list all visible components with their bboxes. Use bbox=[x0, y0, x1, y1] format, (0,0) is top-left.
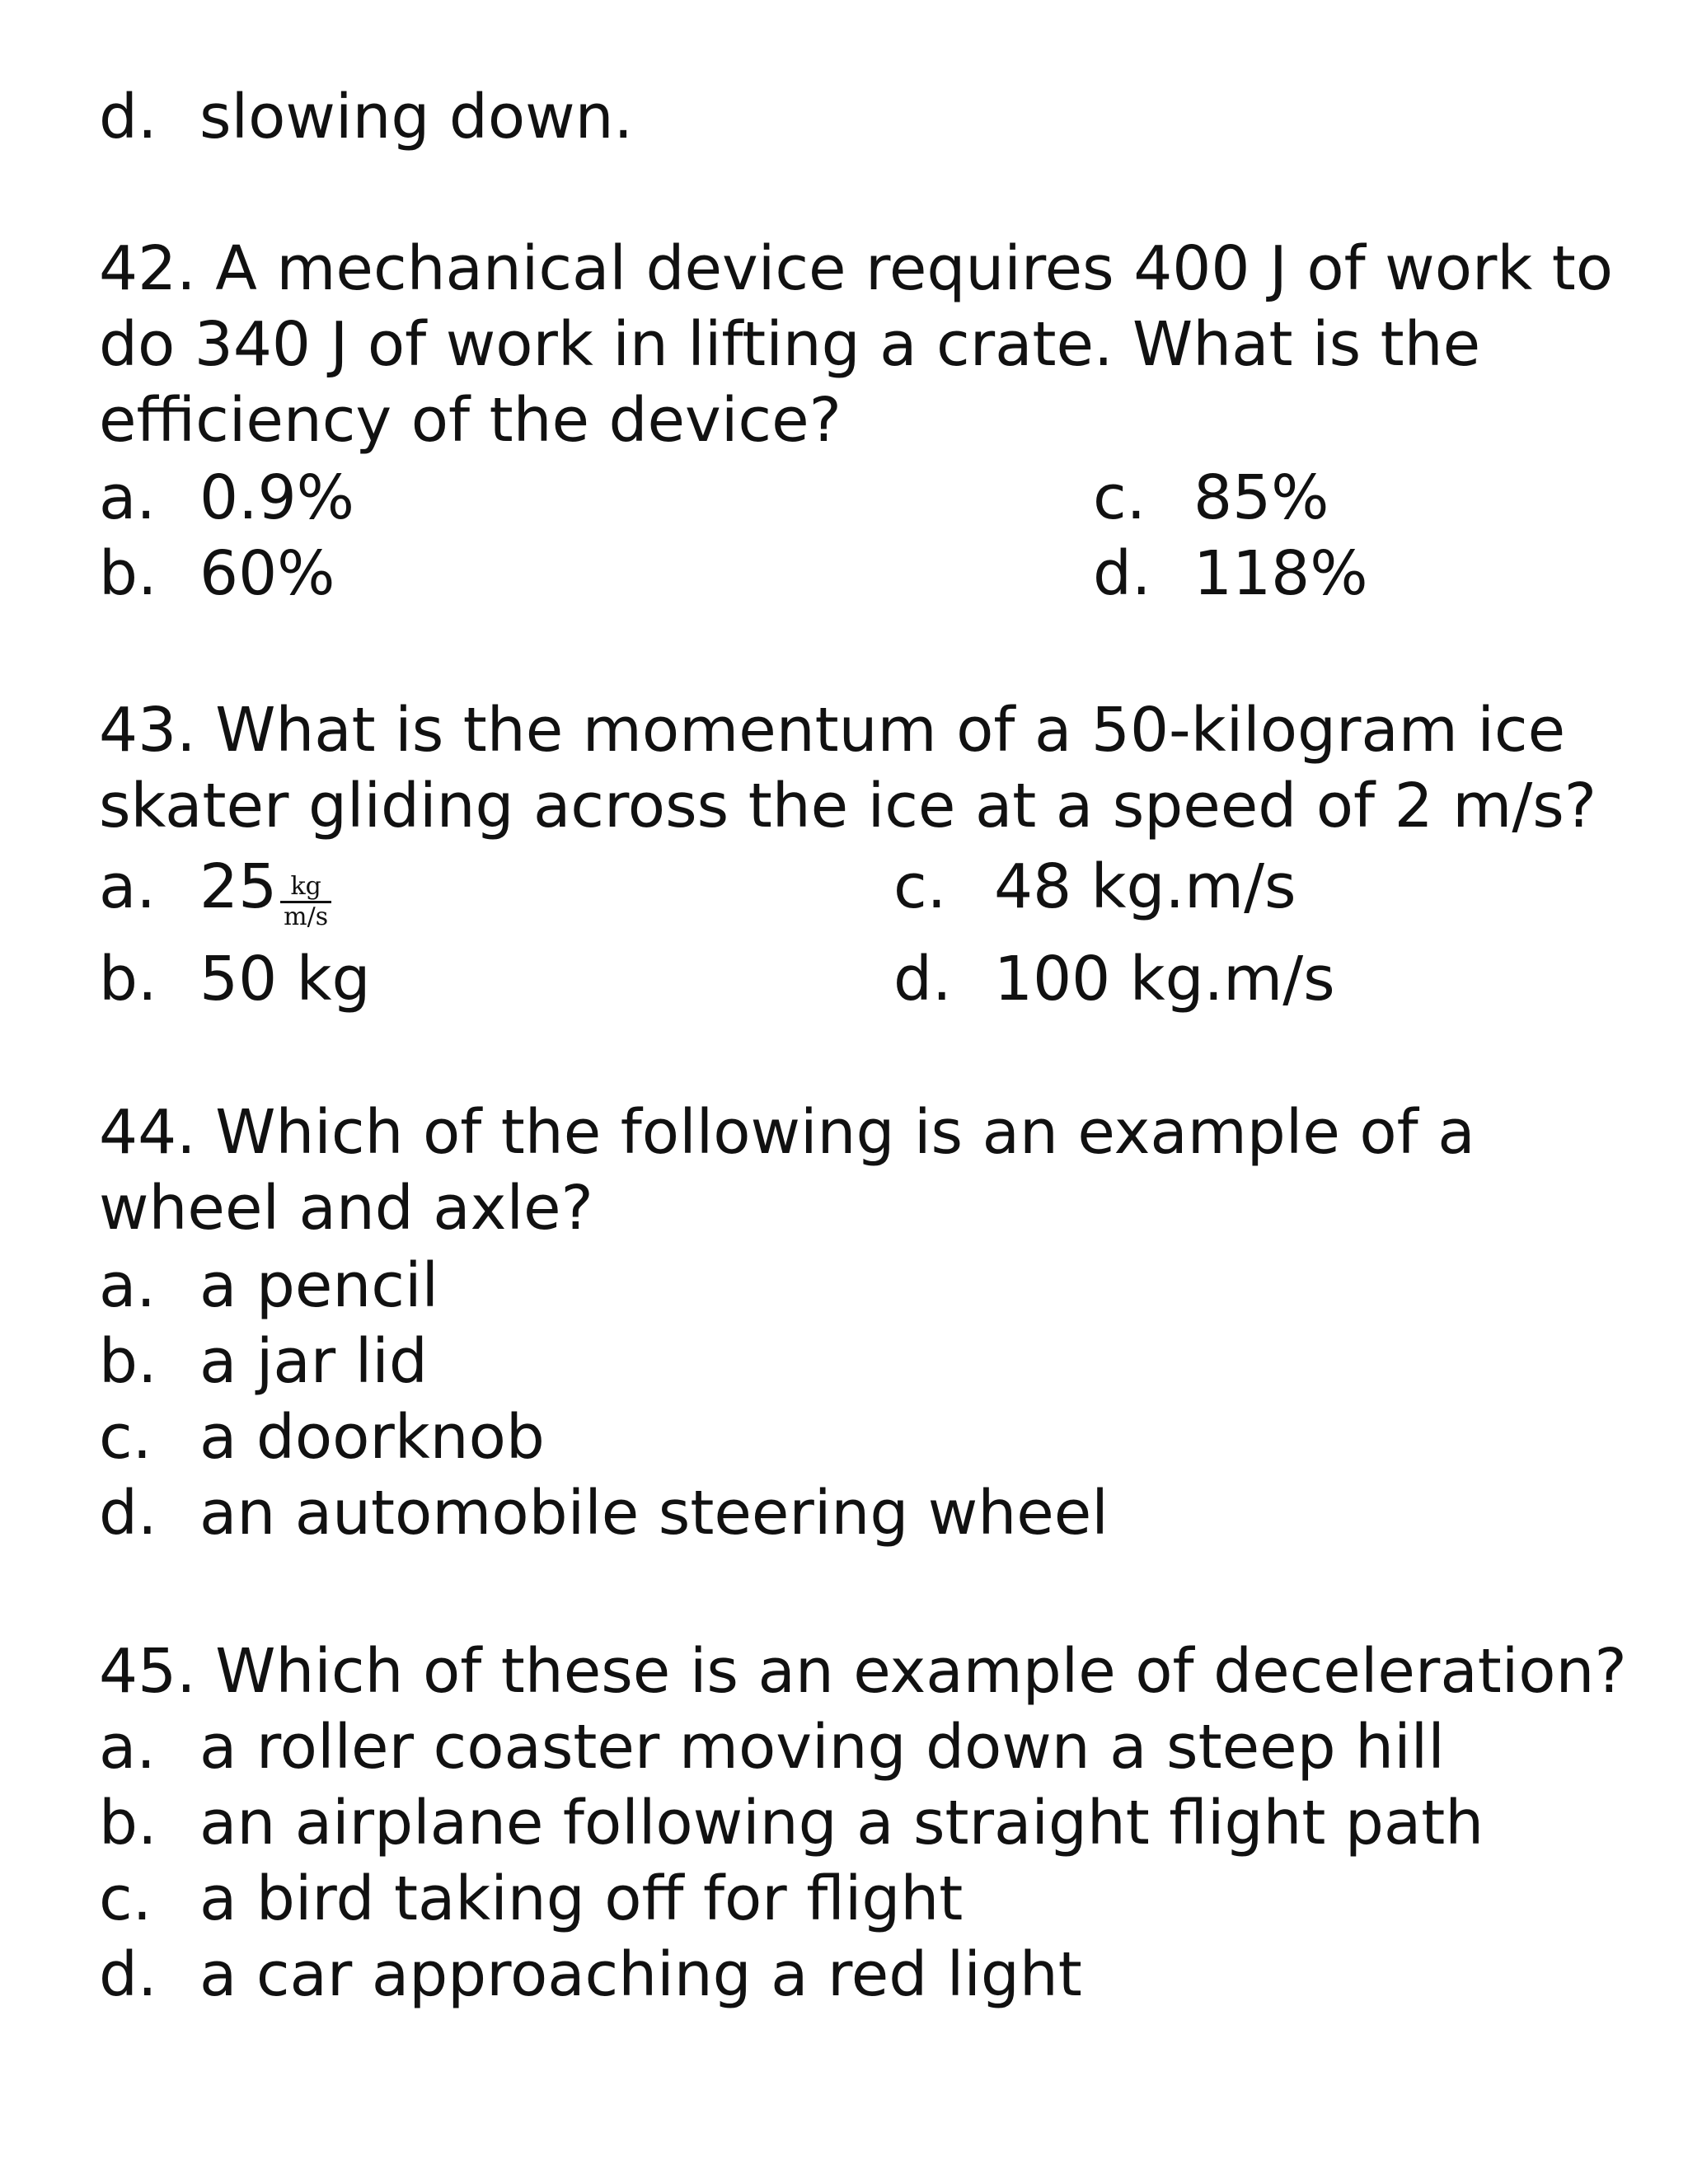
q45-option-d bbox=[99, 1937, 1082, 2013]
option-letter: a. bbox=[99, 851, 156, 922]
q42-option-c bbox=[1093, 460, 1329, 536]
option-text: 50 kg bbox=[199, 944, 371, 1015]
option-letter: d. bbox=[893, 944, 952, 1015]
q44-option-a bbox=[99, 1248, 438, 1324]
q42-option-b bbox=[99, 536, 335, 612]
q42-stem-line3: efficiency of the device? bbox=[99, 385, 842, 456]
option-letter: b. bbox=[99, 1788, 157, 1858]
q44-stem-line2: wheel and axle? bbox=[99, 1173, 593, 1244]
option-letter: d. bbox=[99, 1478, 157, 1549]
option-text: a car approaching a red light bbox=[199, 1939, 1082, 2010]
q45-option-b bbox=[99, 1785, 1484, 1861]
option-text: an automobile steering wheel bbox=[199, 1478, 1109, 1549]
option-letter: b. bbox=[99, 944, 157, 1015]
option-text: 60% bbox=[199, 538, 335, 609]
option-text: 48 kg.m/s bbox=[994, 851, 1296, 922]
option-value: 25 bbox=[199, 851, 278, 922]
option-text: 85% bbox=[1193, 462, 1329, 533]
option-letter: a. bbox=[99, 1712, 156, 1783]
option-text: 118% bbox=[1193, 538, 1368, 609]
q45-stem-line1: 45. Which of these is an example of deceleration? bbox=[99, 1636, 1627, 1707]
q42-stem-line2: do 340 J of work in lifting a crate. What is the bbox=[99, 309, 1481, 380]
q43-option-b bbox=[99, 941, 371, 1017]
option-text: a doorknob bbox=[199, 1402, 545, 1473]
option-text: a bird taking off for flight bbox=[199, 1863, 964, 1934]
option-letter: b. bbox=[99, 1326, 157, 1397]
option-letter: a. bbox=[99, 1250, 156, 1321]
option-text: an airplane following a straight flight path bbox=[199, 1788, 1484, 1858]
q43-stem-line1: 43. What is the momentum of a 50-kilogram ice bbox=[99, 695, 1566, 766]
q44-option-b bbox=[99, 1324, 428, 1399]
q42-option-a bbox=[99, 460, 354, 536]
q45-option-c bbox=[99, 1861, 963, 1937]
option-text: 0.9% bbox=[199, 462, 354, 533]
option-letter: c. bbox=[99, 1402, 152, 1473]
q44-stem-line1: 44. Which of the following is an example of a bbox=[99, 1097, 1475, 1168]
q44-option-d bbox=[99, 1475, 1109, 1551]
option-letter: c. bbox=[99, 1863, 152, 1934]
q41-option-d bbox=[99, 79, 633, 155]
q43-option-a bbox=[99, 849, 331, 931]
option-letter: d. bbox=[99, 1939, 157, 2010]
q43-stem-line2: skater gliding across the ice at a speed of 2 m/s? bbox=[99, 771, 1597, 841]
option-text: a pencil bbox=[199, 1250, 439, 1321]
q45-option-a bbox=[99, 1709, 1445, 1785]
option-text: a roller coaster moving down a steep hill bbox=[199, 1712, 1445, 1783]
q42-stem-line1: 42. A mechanical device requires 400 J of work to bbox=[99, 233, 1614, 304]
option-letter: d. bbox=[99, 82, 157, 152]
unit-fraction bbox=[280, 873, 331, 931]
option-text: 100 kg.m/s bbox=[994, 944, 1335, 1015]
q43-option-c bbox=[893, 849, 1296, 925]
option-letter: c. bbox=[893, 851, 947, 922]
option-letter: a. bbox=[99, 462, 156, 533]
q44-option-c bbox=[99, 1399, 545, 1475]
option-letter: d. bbox=[1093, 538, 1151, 609]
option-letter: c. bbox=[1093, 462, 1146, 533]
q43-option-d bbox=[893, 941, 1335, 1017]
q42-option-d bbox=[1093, 536, 1368, 612]
option-letter: b. bbox=[99, 538, 157, 609]
option-text: a jar lid bbox=[199, 1326, 428, 1397]
option-text: slowing down. bbox=[199, 82, 634, 152]
fraction-denominator: m/s bbox=[284, 902, 329, 931]
fraction-numerator: kg bbox=[280, 873, 331, 903]
